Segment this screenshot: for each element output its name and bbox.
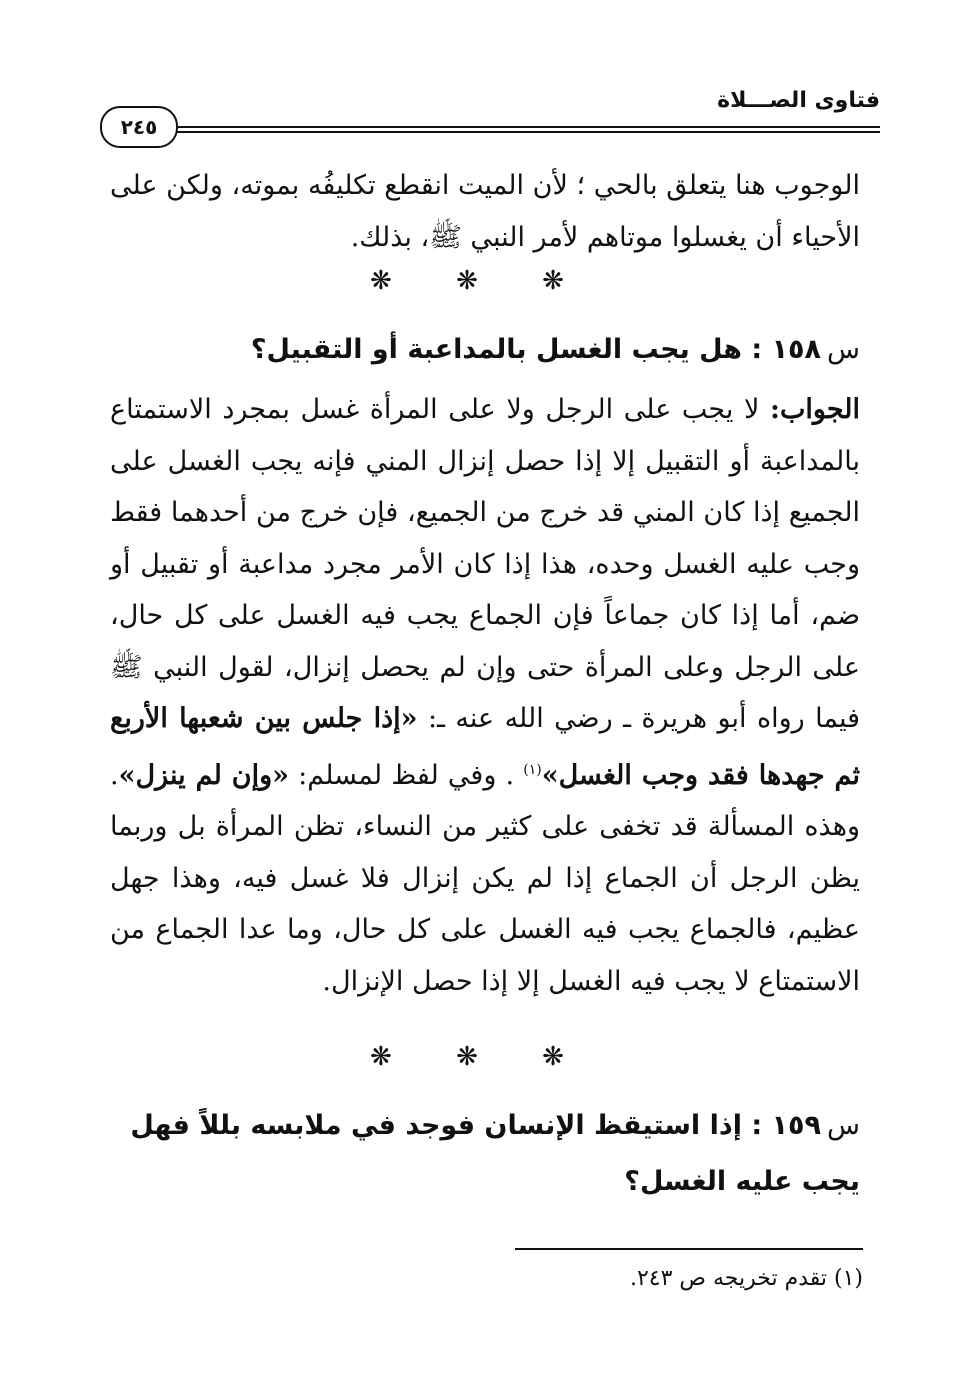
answer-paragraph [110, 384, 860, 1007]
footnote-rule [515, 1248, 863, 1250]
footnote: (١) تقدم تخريجه ص ٢٤٣. [629, 1266, 863, 1291]
question-number: ١٥٨ [771, 334, 822, 365]
question-159 [110, 1098, 860, 1210]
answer-part-2: . وفي لفظ لمسلم: [298, 759, 515, 791]
separator-stars: ❋ ❋ ❋ [370, 266, 592, 296]
question-text: هل يجب الغسل بالمداعبة أو التقبيل؟ [250, 334, 742, 365]
question-marker: س [827, 334, 860, 365]
hadith-quote: «إذا جلس بين شعبها الأربع ثم جهدها فقد وجب الغسل» [110, 703, 860, 791]
question-colon: : [751, 1110, 763, 1141]
page-number: ٢٤٥ [100, 106, 178, 148]
muslim-quote: «وإن لم ينزل» [118, 759, 290, 791]
intro-paragraph: الوجوب هنا يتعلق بالحي ؛ لأن الميت انقطع تكليفُه بموته، ولكن على الأحياء أن يغسلوا موتاهم لأمر النبي ﷺ، بذلك. [110, 170, 860, 253]
separator-stars-2: ❋ ❋ ❋ [370, 1042, 592, 1072]
header-rule [170, 126, 880, 133]
footnote-ref: (١) [523, 761, 542, 778]
book-title: فتاوى الصـــلاة [717, 88, 880, 113]
question-number: ١٥٩ [771, 1110, 822, 1141]
answer-part-3: . وهذه المسألة قد تخفى على كثير من النساء، تظن المرأة بل وربما يظن الرجل أن الجماع إذا لم يكن إنزال فلا غسل فيه، وهذا جهل عظيم، فالجماع يجب فيه الغسل على كل حال، وما عدا الجماع من الاستمتاع لا يجب فيه الغسل إلا إذا حصل الإنزال. [110, 759, 860, 997]
page-header [100, 78, 880, 148]
question-158 [110, 322, 860, 378]
answer-label: الجواب: [769, 394, 860, 425]
question-text: إذا استيقظ الإنسان فوجد في ملابسه بللاً فهل يجب عليه الغسل؟ [130, 1110, 860, 1197]
question-colon: : [751, 334, 763, 365]
answer-part-1: لا يجب على الرجل ولا على المرأة غسل بمجرد الاستمتاع بالمداعبة أو التقبيل إلا إذا حصل إنزال المني فإنه يجب الغسل على الجميع إذا كان المني قد خرج من الجميع، فإن خرج من أحدهما فقط وجب عليه الغسل وحده، هذا إذا كان الأمر مجرد مداعبة أو تقبيل أو ضم، أما إذا كان جماعاً فإن الجماع يجب فيه الغسل على كل حال، على الرجل وعلى المرأة حتى وإن لم يحصل إنزال، لقول النبي ﷺ فيما رواه أبو هريرة ـ رضي الله عنه ـ: [110, 394, 861, 734]
question-marker: س [827, 1110, 860, 1141]
